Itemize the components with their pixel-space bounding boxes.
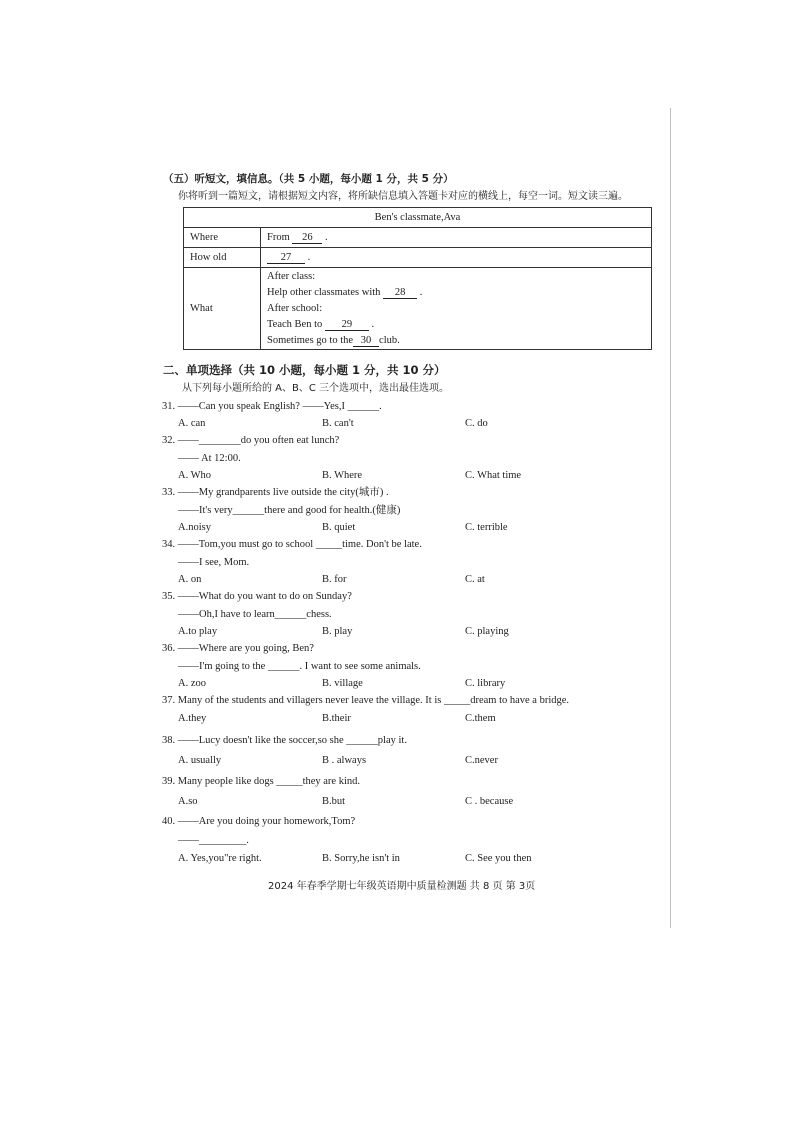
what-line-after-school: After school:	[267, 302, 323, 314]
what-line-teach	[267, 317, 645, 333]
q39-option-c: C . because	[465, 796, 514, 807]
q36-option-b: B. village	[322, 678, 363, 689]
q38-option-a: A. usually	[178, 755, 222, 766]
q31-option-a: A. can	[178, 418, 206, 429]
section2-instruction: 从下列每小题所给的 A、B、C 三个选项中，选出最佳选项。	[182, 383, 450, 394]
q32-option-c: C. What time	[465, 470, 522, 481]
q33-option-c: C. terrible	[465, 522, 508, 533]
help-suffix: .	[419, 286, 423, 298]
question-34-stem: 34. ——Tom,you must go to school _____time. Don't be late.	[162, 539, 422, 550]
table-row-how-old	[184, 248, 652, 268]
row-label-where: Where	[184, 228, 261, 248]
club-prefix: Sometimes go to the	[267, 334, 354, 346]
where-prefix: From	[267, 231, 290, 243]
table-header: Ben's classmate,Ava	[184, 208, 652, 228]
q40-option-b: B. Sorry,he isn't in	[322, 853, 400, 864]
question-33-stem: 33. ——My grandparents live outside the city(城市) .	[162, 487, 389, 498]
question-32-reply: —— At 12:00.	[178, 453, 241, 464]
row-value-what	[261, 268, 652, 350]
q37-option-a: A.they	[178, 713, 207, 724]
question-37-stem: 37. Many of the students and villagers never leave the village. It is _____dream to have a bridge.	[162, 695, 570, 706]
q35-option-a: A.to play	[178, 626, 218, 637]
question-40-reply: ——_________.	[178, 835, 249, 846]
question-33-reply: ——It's very______there and good for health.(健康)	[178, 505, 401, 516]
q40-option-a: A. Yes,you"re right.	[178, 853, 262, 864]
table-row-where	[184, 228, 652, 248]
blank-26: 26	[292, 232, 322, 244]
q37-option-c: C.them	[465, 713, 496, 724]
section2-title: 二、单项选择（共 10 小题，每小题 1 分，共 10 分）	[163, 363, 446, 377]
question-36-stem: 36. ——Where are you going, Ben?	[162, 643, 314, 654]
q34-option-c: C. at	[465, 574, 485, 585]
help-prefix: Help other classmates with	[267, 286, 381, 298]
blank-27: 27	[267, 252, 305, 264]
what-line-club	[267, 333, 645, 349]
teach-prefix: Teach Ben to	[267, 318, 323, 330]
q31-option-b: B. can't	[322, 418, 354, 429]
page-footer: 2024 年春季学期七年级英语期中质量检测题 共 8 页 第 3页	[268, 881, 536, 892]
what-line-help	[267, 285, 645, 301]
question-36-reply: ——I'm going to the ______. I want to see some animals.	[178, 661, 421, 672]
teach-suffix: .	[371, 318, 375, 330]
blank-30: 30	[353, 335, 379, 347]
q34-option-b: B. for	[322, 574, 347, 585]
q33-option-b: B. quiet	[322, 522, 356, 533]
section5-instruction: 你将听到一篇短文，请根据短文内容，将所缺信息填入答题卡对应的横线上，每空一词。短文读三遍。	[178, 191, 628, 202]
blank-29: 29	[325, 319, 369, 331]
question-40-stem: 40. ——Are you doing your homework,Tom?	[162, 816, 356, 827]
where-suffix: .	[325, 231, 328, 243]
club-suffix: club.	[379, 334, 400, 346]
row-label-how-old: How old	[184, 248, 261, 268]
section5-title: （五）听短文，填信息。（共 5 小题，每小题 1 分，共 5 分）	[163, 173, 454, 185]
listening-info-table	[183, 207, 652, 350]
q31-option-c: C. do	[465, 418, 488, 429]
scan-edge-line	[670, 108, 671, 928]
q32-option-b: B. Where	[322, 470, 363, 481]
what-line-after-class: After class:	[267, 270, 316, 282]
question-31-stem: 31. ——Can you speak English? ——Yes,I ______.	[162, 401, 382, 412]
question-35-stem: 35. ——What do you want to do on Sunday?	[162, 591, 352, 602]
question-32-stem: 32. ——________do you often eat lunch?	[162, 435, 340, 446]
q40-option-c: C. See you then	[465, 853, 532, 864]
q38-option-b: B . always	[322, 755, 367, 766]
question-39-stem: 39. Many people like dogs _____they are kind.	[162, 776, 361, 787]
row-value-how-old	[261, 248, 652, 268]
question-34-reply: ——I see, Mom.	[178, 557, 250, 568]
q35-option-b: B. play	[322, 626, 353, 637]
question-35-reply: ——Oh,I have to learn______chess.	[178, 609, 332, 620]
row-label-what: What	[184, 268, 261, 350]
q38-option-c: C.never	[465, 755, 498, 766]
question-38-stem: 38. ——Lucy doesn't like the soccer,so she ______play it.	[162, 735, 407, 746]
table-row-what	[184, 268, 652, 350]
q32-option-a: A. Who	[178, 470, 212, 481]
q33-option-a: A.noisy	[178, 522, 211, 533]
q34-option-a: A. on	[178, 574, 202, 585]
how-old-suffix: .	[307, 251, 311, 263]
q36-option-c: C. library	[465, 678, 506, 689]
q35-option-c: C. playing	[465, 626, 509, 637]
q37-option-b: B.their	[322, 713, 351, 724]
blank-28: 28	[383, 287, 417, 299]
q36-option-a: A. zoo	[178, 678, 206, 689]
q39-option-a: A.so	[178, 796, 198, 807]
q39-option-b: B.but	[322, 796, 346, 807]
row-value-where	[261, 228, 652, 248]
